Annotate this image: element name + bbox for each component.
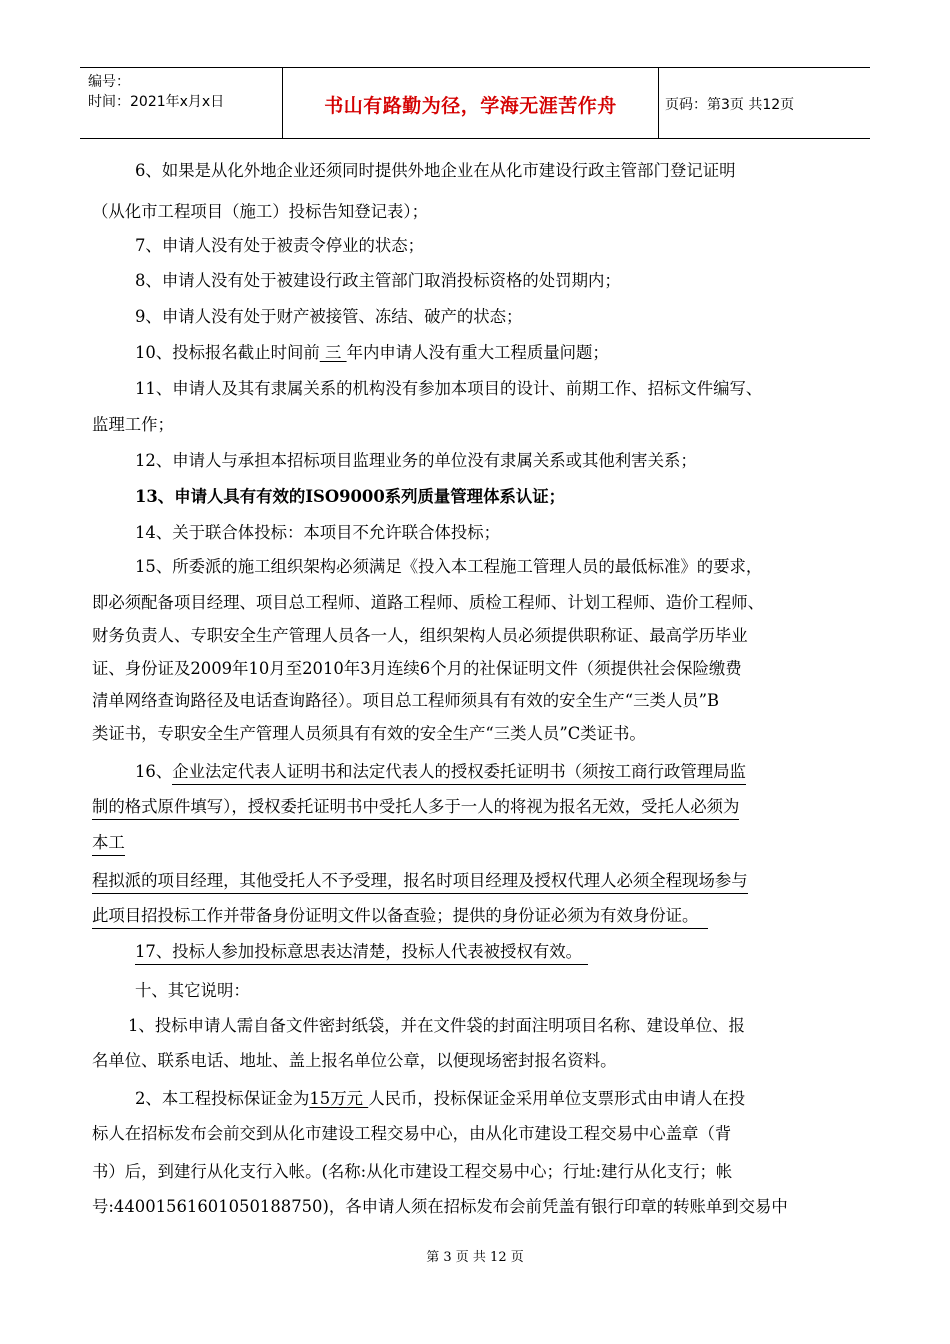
header-time-label: 时间：2021年x月x日 xyxy=(88,94,225,110)
header-page-label: 页码：第3页 共12页 xyxy=(665,97,795,113)
paragraph-line: 14、关于联合体投标：本项目不允许联合体投标； xyxy=(135,523,501,542)
paragraph-line: 6、如果是从化外地企业还须同时提供外地企业在从化市建设行政主管部门登记证明 xyxy=(135,161,736,180)
paragraph-line: 名单位、联系电话、地址、盖上报名单位公章，以便现场密封报名资料。 xyxy=(92,1051,617,1070)
underlined-amount: 15万元 xyxy=(309,1089,369,1108)
paragraph-line: 15、所委派的施工组织架构必须满足《投入本工程施工管理人员的最低标准》的要求， xyxy=(135,557,763,576)
text-run: 人民币，投标保证金采用单位支票形式由申请人在投 xyxy=(368,1089,746,1108)
paragraph-line: 监理工作； xyxy=(92,415,174,434)
underlined-text: 制的格式原件填写），授权委托证明书中受托人多于一人的将视为报名无效，受托人必须为 xyxy=(92,797,739,820)
underlined-years: 三 xyxy=(319,343,347,362)
underlined-text: 程拟派的项目经理，其他受托人不予受理，报名时项目经理及授权代理人必须全程现场参与 xyxy=(92,871,748,894)
paragraph-line: 书）后，到建行从化支行入帐。(名称:从化市建设工程交易中心；行址:建行从化支行；帐 xyxy=(92,1162,733,1181)
paragraph-line: 证、身份证及2009年10月至2010年3月连续6个月的社保证明文件（须提供社会保险缴费 xyxy=(92,659,742,678)
paragraph-line: 即必须配备项目经理、项目总工程师、道路工程师、质检工程师、计划工程师、造价工程师、 xyxy=(92,593,765,612)
paragraph-line: 号:44001561601050188750)，各申请人须在招标发布会前凭盖有银行印章的转账单到交易中 xyxy=(92,1197,788,1216)
header-info-cell xyxy=(80,68,283,138)
paragraph-line xyxy=(135,761,746,783)
underlined-text: 17、投标人参加投标意思表达清楚，投标人代表被授权有效。 xyxy=(135,942,588,965)
paragraph-line xyxy=(135,342,609,364)
paragraph-line: 清单网络查询路径及电话查询路径）。项目总工程师须具有有效的安全生产“三类人员”B xyxy=(92,691,720,710)
paragraph-line xyxy=(92,905,708,927)
underlined-text: 此项目招投标工作并带备身份证明文件以备查验；提供的身份证必须为有效身份证。 xyxy=(92,906,708,929)
paragraph-line xyxy=(92,796,739,818)
paragraph-line xyxy=(135,941,588,963)
paragraph-line xyxy=(92,870,748,892)
paragraph-line-bold: 13、申请人具有有效的ISO9000系列质量管理体系认证； xyxy=(135,487,566,506)
section-heading: 十、其它说明： xyxy=(135,981,250,1000)
paragraph-line: 8、申请人没有处于被建设行政主管部门取消投标资格的处罚期内； xyxy=(135,271,621,290)
paragraph-line: 1、投标申请人需自备文件密封纸袋，并在文件袋的封面注明项目名称、建设单位、报 xyxy=(128,1016,745,1035)
paragraph-line: 12、申请人与承担本招标项目监理业务的单位没有隶属关系或其他利害关系； xyxy=(135,451,697,470)
header-motto: 书山有路勤为径，学海无涯苦作舟 xyxy=(324,95,617,117)
paragraph-line: 标人在招标发布会前交到从化市建设工程交易中心，由从化市建设工程交易中心盖章（背 xyxy=(92,1124,732,1143)
text-run: 年内申请人没有重大工程质量问题； xyxy=(346,343,609,362)
header-number-label: 编号： xyxy=(88,74,130,90)
page-footer: 第 3 页 共 12 页 xyxy=(426,1250,524,1265)
paragraph-line: 类证书，专职安全生产管理人员须具有有效的安全生产“三类人员”C类证书。 xyxy=(92,724,646,743)
paragraph-line xyxy=(135,1088,745,1110)
text-run: 10、投标报名截止时间前 xyxy=(135,343,320,362)
paragraph-line: 11、申请人及其有隶属关系的机构没有参加本项目的设计、前期工作、招标文件编写、 xyxy=(135,379,763,398)
text-run: 16、 xyxy=(135,762,173,781)
underlined-text: 企业法定代表人证明书和法定代表人的授权委托证明书（须按工商行政管理局监 xyxy=(172,762,746,785)
paragraph-line: 9、申请人没有处于财产被接管、冻结、破产的状态； xyxy=(135,307,523,326)
header-motto-cell xyxy=(283,68,659,138)
paragraph-line: （从化市工程项目（施工）投标告知登记表）； xyxy=(92,202,429,221)
paragraph-line: 7、申请人没有处于被责令停业的状态； xyxy=(135,236,425,255)
header-page-cell xyxy=(659,68,870,138)
underlined-text: 本工 xyxy=(92,833,125,856)
page-header xyxy=(80,67,870,139)
paragraph-line xyxy=(92,832,125,854)
paragraph-line: 财务负责人、专职安全生产管理人员各一人，组织架构人员必须提供职称证、最高学历毕业 xyxy=(92,626,748,645)
text-run: 2、本工程投标保证金为 xyxy=(135,1089,310,1108)
